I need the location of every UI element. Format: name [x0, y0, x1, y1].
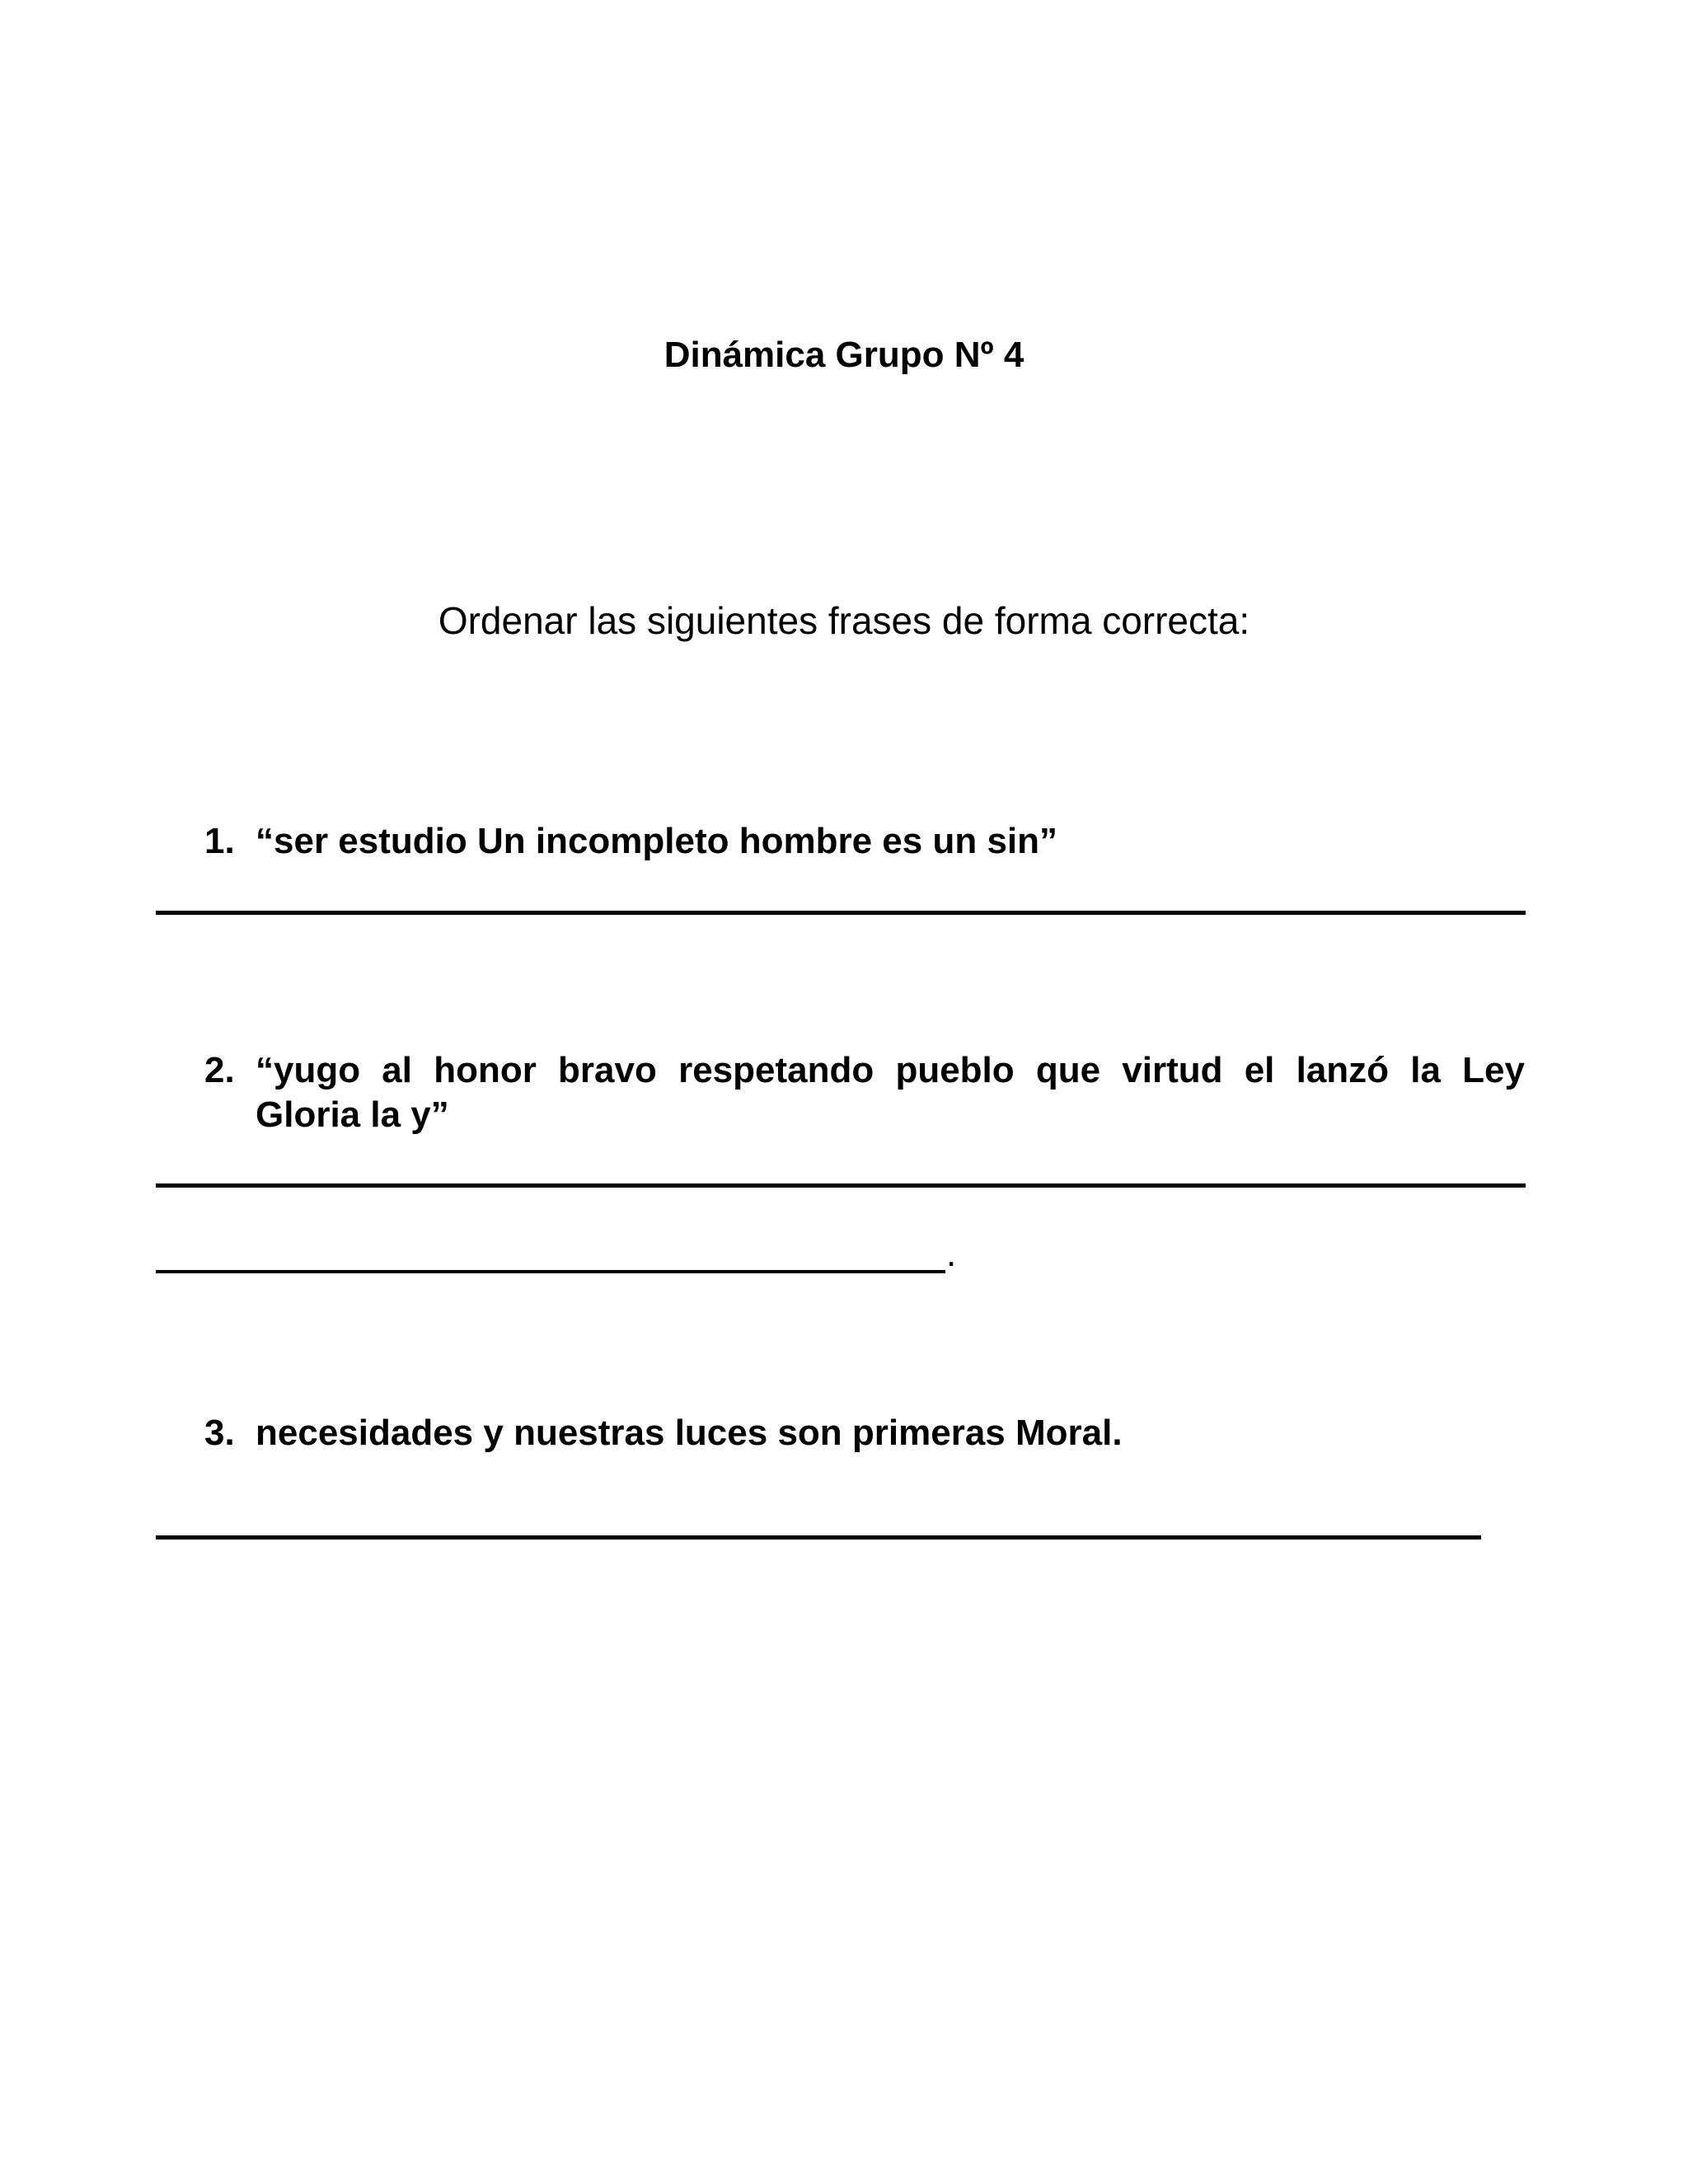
- answer-line-1: [156, 911, 1526, 915]
- list-item-2: [204, 1048, 1525, 1137]
- item-phrase-2-line-2: Gloria la y”: [256, 1094, 449, 1135]
- answer-line-2a: [156, 1183, 1526, 1188]
- instruction-text: Ordenar las siguientes frases de forma correcta:: [438, 599, 1250, 642]
- item-number-1: 1.: [204, 821, 235, 861]
- item-phrase-2: [256, 1048, 1525, 1137]
- item-phrase-2-line-1: “yugo al honor bravo respetando pueblo que virtud el lanzó la Ley: [256, 1050, 1525, 1090]
- item-phrase-1: “ser estudio Un incompleto hombre es un sin”: [256, 821, 1058, 861]
- page-title: Dinámica Grupo Nº 4: [663, 335, 1025, 375]
- item-number-3: 3.: [204, 1413, 235, 1453]
- item-number-2: 2.: [204, 1050, 235, 1090]
- answer-line-period: .: [946, 1234, 957, 1274]
- list-item-3: [204, 1411, 1525, 1455]
- list-item-1: [204, 819, 1525, 864]
- answer-line-3: [156, 1535, 1481, 1540]
- answer-line-2b: [156, 1270, 945, 1273]
- item-phrase-3: necesidades y nuestras luces son primeras Moral.: [256, 1413, 1123, 1453]
